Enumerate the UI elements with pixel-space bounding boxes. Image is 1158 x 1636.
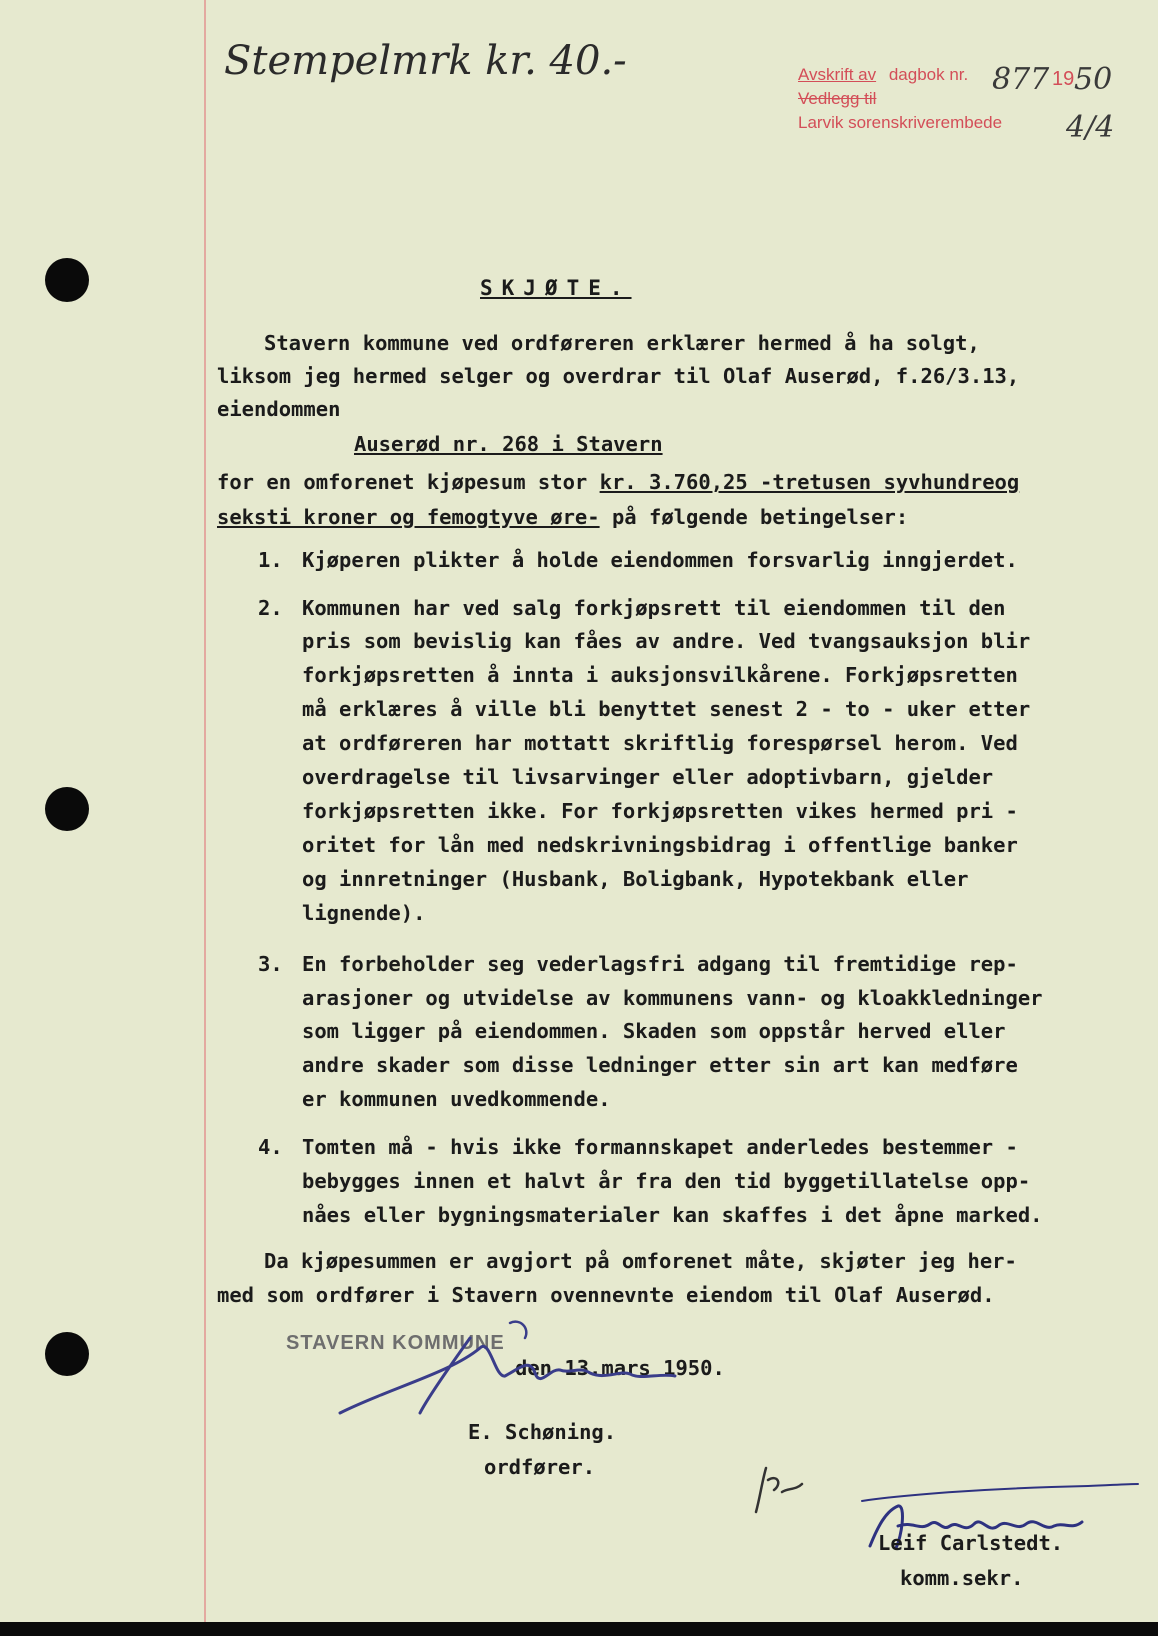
condition-line: er kommunen uvedkommende.	[302, 1087, 611, 1111]
condition-line: pris som bevislig kan fåes av andre. Ved tvangsauksjon blir	[302, 629, 1031, 653]
initials-mark	[748, 1462, 808, 1518]
condition-line: arasjoner og utvidelse av kommunens vann- og kloakkledninger	[302, 986, 1043, 1010]
paragraph-line: med som ordfører i Stavern ovennevnte eiendom til Olaf Auserød.	[217, 1283, 995, 1307]
scan-border	[0, 1622, 1158, 1636]
condition-line: forkjøpsretten å innta i auksjonsvilkårene. Forkjøpsretten	[302, 663, 1018, 687]
condition-line: En forbeholder seg vederlagsfri adgang til fremtidige rep-	[302, 952, 1018, 976]
punch-hole	[45, 258, 89, 302]
document-title: SKJØTE.	[480, 276, 632, 300]
condition-line: oritet for lån med nedskrivningsbidrag i offentlige banker	[302, 833, 1018, 857]
condition-line: og innretninger (Husbank, Boligbank, Hypotekbank eller	[302, 867, 969, 891]
margin-line	[204, 0, 206, 1622]
date-line: den 13.mars 1950.	[515, 1356, 725, 1380]
condition-line: forkjøpsretten ikke. For forkjøpsretten vikes hermed pri -	[302, 799, 1018, 823]
price-amount: seksti kroner og femogtyve øre-	[217, 505, 600, 529]
property-name: Auserød nr. 268 i Stavern	[354, 432, 663, 456]
conditions-lead: på følgende betingelser:	[599, 505, 909, 529]
stamp-line-1	[798, 64, 968, 86]
condition-line: som ligger på eiendommen. Skaden som oppstår herved eller	[302, 1019, 1006, 1043]
condition-number: 1.	[258, 548, 283, 572]
condition-line: bebygges innen et halvt år fra den tid byggetillatelse opp-	[302, 1169, 1031, 1193]
secretary-name: Leif Carlstedt.	[878, 1531, 1064, 1555]
journal-number: 877	[992, 62, 1050, 97]
mayor-signature	[330, 1318, 720, 1428]
journal-year: 50	[1074, 62, 1113, 97]
paragraph-line: liksom jeg hermed selger og overdrar til Olaf Auserød, f.26/3.13,	[217, 364, 1020, 388]
mayor-title: ordfører.	[484, 1455, 596, 1479]
journal-year-prefix: 19	[1052, 68, 1075, 90]
paragraph-line	[217, 470, 1019, 494]
stamp-text: Larvik sorenskriverembede	[798, 113, 1003, 132]
mayor-name: E. Schøning.	[468, 1420, 617, 1444]
stamp-text: Avskrift av	[798, 65, 877, 84]
stamp-text: dagbok nr.	[888, 65, 969, 84]
condition-line: nåes eller bygningsmaterialer kan skaffes i det åpne marked.	[302, 1203, 1043, 1227]
municipality-stamp: STAVERN KOMMUNE	[286, 1332, 505, 1354]
stamp-line-3	[798, 112, 1002, 134]
handwritten-stamp-note: Stempelmrk kr. 40.-	[224, 38, 627, 84]
condition-line: må erklæres å ville bli benyttet senest 2 - to - uker etter	[302, 697, 1031, 721]
condition-line: overdragelse til livsarvinger eller adoptivbarn, gjelder	[302, 765, 994, 789]
secretary-title: komm.sekr.	[900, 1566, 1024, 1590]
price-lead: for en omforenet kjøpesum stor	[217, 470, 600, 494]
paragraph-line	[217, 505, 908, 529]
paragraph-line: Da kjøpesummen er avgjort på omforenet måte, skjøter jeg her-	[264, 1249, 1017, 1273]
condition-line: andre skader som disse ledninger etter sin art kan medføre	[302, 1053, 1018, 1077]
paragraph-line: eiendommen	[217, 397, 341, 421]
price-amount: kr. 3.760,25 -tretusen syvhundreog	[599, 470, 1020, 494]
stamp-text: Vedlegg til	[798, 89, 877, 108]
journal-date: 4/4	[1066, 110, 1115, 145]
condition-number: 3.	[258, 952, 283, 976]
condition-line: lignende).	[302, 901, 426, 925]
condition-number: 2.	[258, 596, 283, 620]
condition-line: Kommunen har ved salg forkjøpsrett til eiendommen til den	[302, 596, 1006, 620]
punch-hole	[45, 1332, 89, 1376]
paragraph-line: Stavern kommune ved ordføreren erklærer hermed å ha solgt,	[264, 331, 980, 355]
condition-line: Tomten må - hvis ikke formannskapet anderledes bestemmer -	[302, 1135, 1018, 1159]
condition-line: at ordføreren har mottatt skriftlig forespørsel herom. Ved	[302, 731, 1018, 755]
condition-number: 4.	[258, 1135, 283, 1159]
stamp-line-2	[798, 88, 876, 110]
punch-hole	[45, 787, 89, 831]
condition-line: Kjøperen plikter å holde eiendommen forsvarlig inngjerdet.	[302, 548, 1018, 572]
